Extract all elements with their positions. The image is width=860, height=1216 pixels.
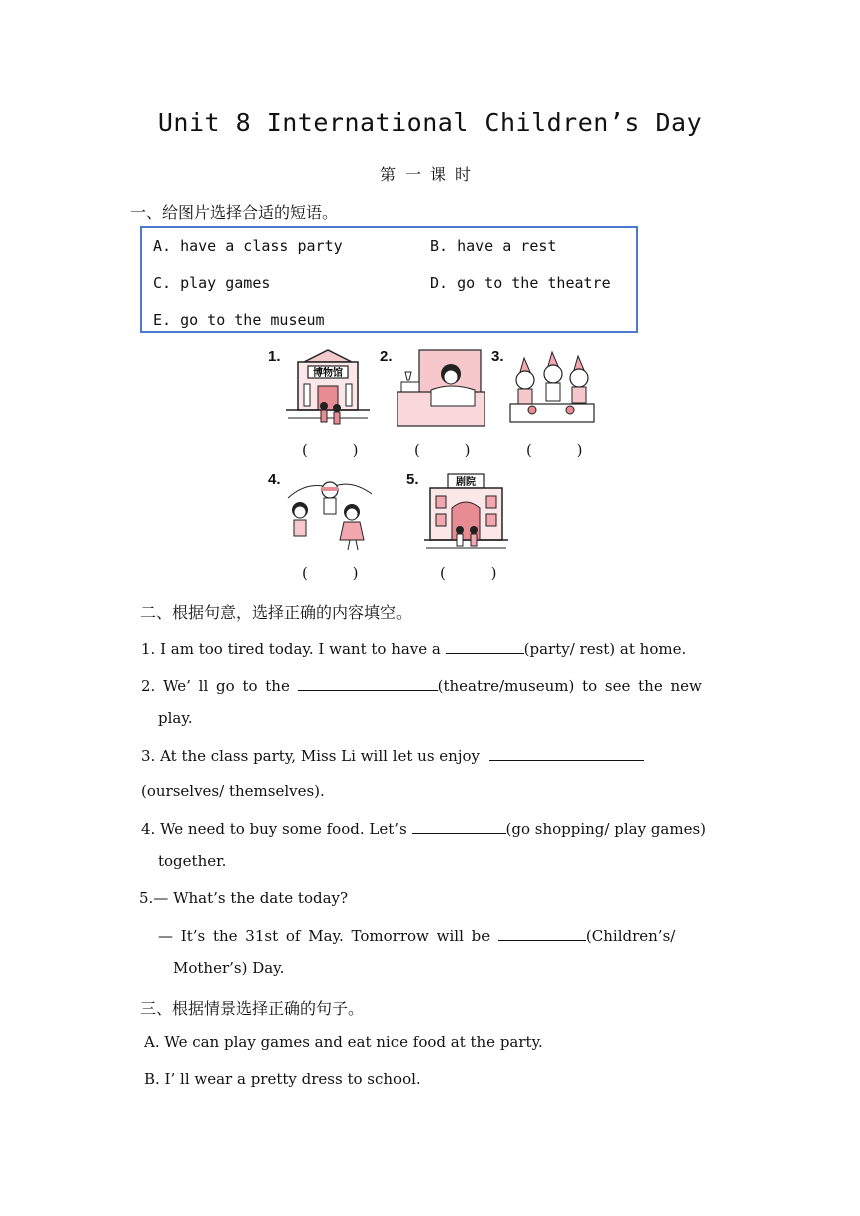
- option-a: A. have a class party: [153, 237, 343, 255]
- question-5-continued: Mother’s) Day.: [173, 959, 285, 977]
- question-4-continued: together.: [158, 852, 227, 870]
- question-2-continued: play.: [158, 709, 193, 727]
- answer-blank-5[interactable]: ( ): [440, 564, 517, 582]
- question-1-choices: (party/ rest) at home.: [523, 640, 687, 658]
- question-5-prompt: 5.— What’s the date today?: [139, 889, 349, 907]
- question-1-text: 1. I am too tired today. I want to have a: [141, 640, 441, 658]
- section3-option-a: A. We can play games and eat nice food at the party.: [144, 1033, 543, 1051]
- picture-4-number: 4.: [268, 471, 281, 488]
- answer-blank-4[interactable]: ( ): [302, 564, 379, 582]
- question-5-answer: [158, 926, 675, 945]
- play-games-picture: [284, 474, 376, 560]
- blank-4[interactable]: [412, 819, 506, 834]
- question-4-choices: (go shopping/ play games): [505, 820, 707, 838]
- theatre-sign: 剧院: [456, 477, 476, 488]
- picture-2-number: 2.: [380, 348, 393, 365]
- question-5-choices: (Children’s/: [585, 927, 676, 945]
- section3-heading: 三、根据情景选择正确的句子。: [140, 999, 365, 1018]
- theatre-picture: [422, 468, 510, 558]
- question-2-text: 2. We’ ll go to the: [141, 677, 290, 695]
- question-2: [141, 676, 702, 695]
- blank-3[interactable]: [489, 746, 644, 761]
- museum-picture: [284, 346, 372, 436]
- question-2-choices: (theatre/museum) to see the new: [437, 677, 702, 695]
- option-e: E. go to the museum: [153, 311, 325, 329]
- answer-blank-2[interactable]: ( ): [414, 441, 491, 459]
- blank-1[interactable]: [446, 639, 524, 654]
- section1-heading: 一、给图片选择合适的短语。: [130, 203, 339, 222]
- question-4: [141, 819, 706, 838]
- picture-3-number: 3.: [491, 348, 504, 365]
- class-party-picture: [508, 346, 596, 432]
- answer-blank-1[interactable]: ( ): [302, 441, 379, 459]
- question-3-choices: (ourselves/ themselves).: [141, 782, 325, 800]
- page-title: Unit 8 International Children’s Day: [157, 108, 703, 137]
- question-1: [141, 639, 686, 658]
- lesson-subtitle: 第一课时: [379, 165, 480, 184]
- question-5-text: — It’s the 31st of May. Tomorrow will be: [158, 927, 491, 945]
- museum-sign: 博物馆: [313, 368, 343, 379]
- bed-rest-picture: [397, 346, 485, 432]
- section3-option-b: B. I’ ll wear a pretty dress to school.: [144, 1070, 421, 1088]
- answer-blank-3[interactable]: ( ): [526, 441, 603, 459]
- question-3: [141, 746, 644, 765]
- picture-5-number: 5.: [406, 471, 419, 488]
- option-b: B. have a rest: [430, 237, 557, 255]
- section2-heading: 二、根据句意，选择正确的内容填空。: [140, 603, 413, 622]
- question-3-text: 3. At the class party, Miss Li will let us enjoy: [141, 747, 480, 765]
- blank-2[interactable]: [298, 676, 438, 691]
- blank-5[interactable]: [498, 926, 586, 941]
- option-c: C. play games: [153, 274, 271, 292]
- picture-1-number: 1.: [268, 348, 281, 365]
- question-4-text: 4. We need to buy some food. Let’s: [141, 820, 407, 838]
- option-d: D. go to the theatre: [430, 274, 611, 292]
